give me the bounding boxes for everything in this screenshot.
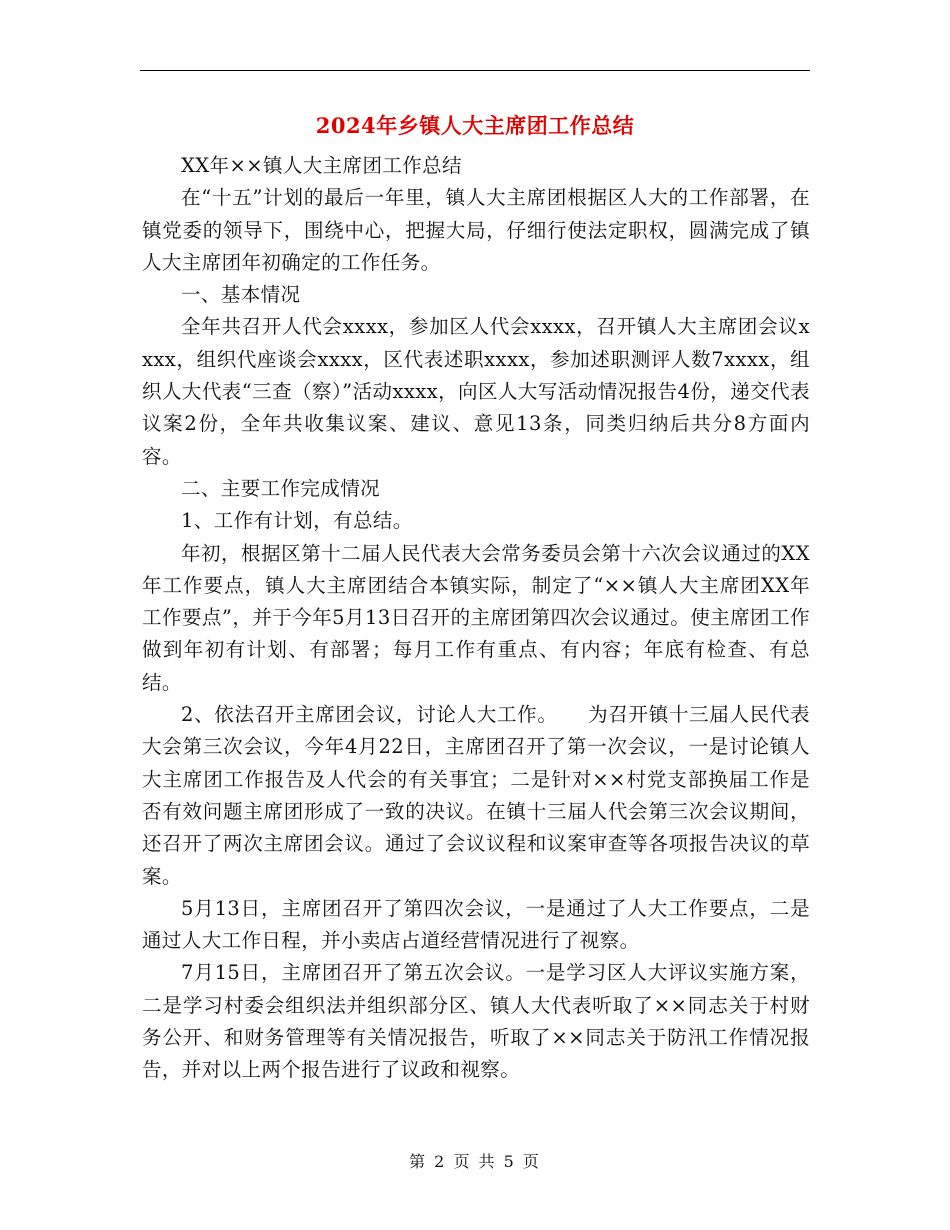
- paragraph-may-meeting: 5月13日，主席团召开了第四次会议，一是通过了人大工作要点，二是通过人大工作日程，并小卖店占道经营情况进行了视察。: [142, 896, 810, 953]
- section-heading-basic: 一、基本情况: [181, 283, 301, 307]
- subheading-plan-summary: 1、工作有计划，有总结。: [181, 509, 413, 533]
- section-heading-main-work: 二、主要工作完成情况: [181, 476, 381, 500]
- header-rule: [140, 70, 810, 71]
- page-number: 第 2 页 共 5 页: [409, 1152, 541, 1171]
- paragraph-plan-details: 年初，根据区第十二届人民代表大会常务委员会第十六次会议通过的XX年工作要点，镇人大主席团结合本镇实际，制定了“××镇人大主席团XX年工作要点”，并于今年5月13日召开的主席团第四次会议通过。使主席团工作做到年初有计划、有部署；每月工作有重点、有内容；年底有检查、有总结。: [142, 541, 810, 694]
- paragraph-meetings: 2、依法召开主席团会议，讨论人大工作。 为召开镇十三届人民代表大会第三次会议，今年4月22日，主席团召开了第一次会议，一是讨论镇人大主席团工作报告及人代会的有关事宜；二是针对××村党支部换届工作是否有效问题主席团形成了一致的决议。在镇十三届人代会第三次会议期间，还召开了两次主席团会议。通过了会议议程和议案审查等各项报告决议的草案。: [142, 703, 810, 888]
- paragraph-intro: 在“十五”计划的最后一年里，镇人大主席团根据区人大的工作部署，在镇党委的领导下，围绕中心，把握大局，仔细行使法定职权，圆满完成了镇人大主席团年初确定的工作任务。: [142, 186, 810, 274]
- paragraph-july-meeting: 7月15日，主席团召开了第五次会议。一是学习区人大评议实施方案，二是学习村委会组织法并组织部分区、镇人大代表听取了××同志关于村财务公开、和财务管理等有关情况报告，听取了××同志关于防汛工作情况报告，并对以上两个报告进行了议政和视察。: [142, 961, 810, 1082]
- document-body: [142, 150, 810, 1087]
- paragraph-subtitle: XX年××镇人大主席团工作总结: [181, 154, 462, 177]
- document-title: 2024年乡镇人大主席团工作总结: [315, 113, 635, 138]
- paragraph-basic-stats: 全年共召开人代会xxxx，参加区人代会xxxx，召开镇人大主席团会议xxxx，组织代座谈会xxxx，区代表述职xxxx，参加述职测评人数7xxxx，组织人大代表“三查（察）”活动xxxx，向区人大写活动情况报告4份，递交代表议案2份，全年共收集议案、建议、意见13条，同类归纳后共分8方面内容。: [142, 315, 810, 468]
